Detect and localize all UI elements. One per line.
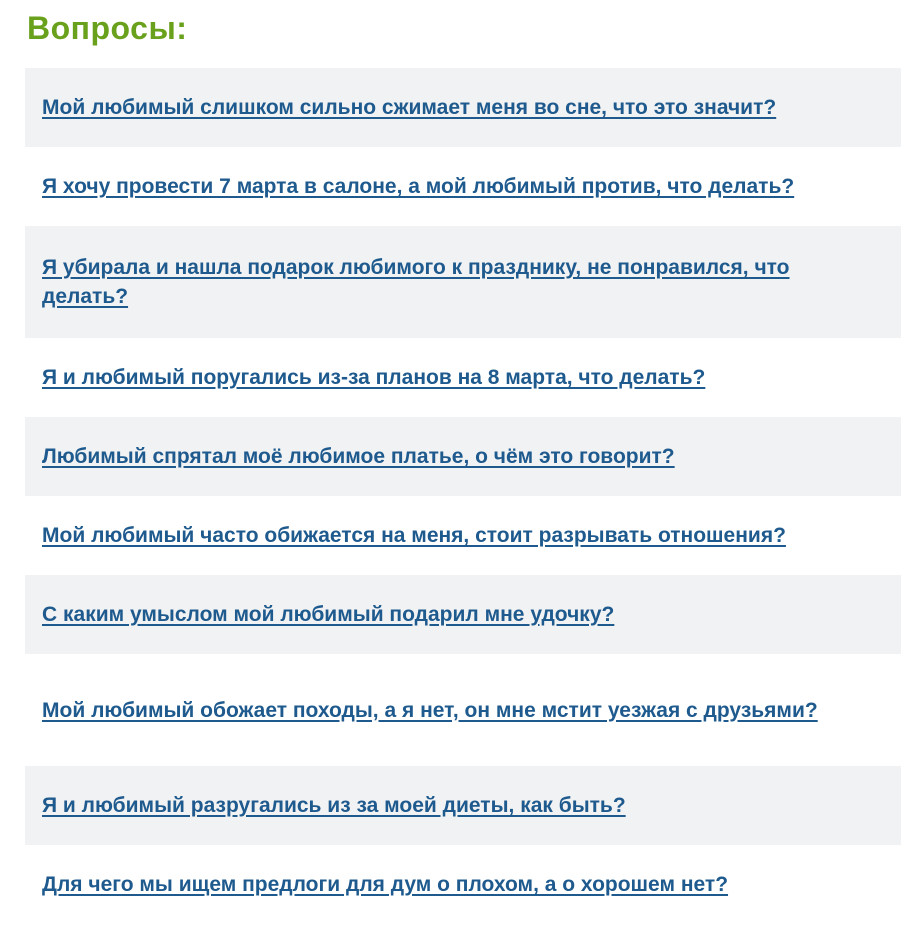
list-item (25, 845, 901, 924)
question-link[interactable]: Я и любимый разругались из за моей диеты, как быть? (42, 794, 626, 817)
list-item (25, 766, 901, 845)
list-item (25, 147, 901, 226)
question-link[interactable]: Для чего мы ищем предлоги для дум о плохом, а о хорошем нет? (42, 873, 729, 896)
page-title: Вопросы: (27, 10, 188, 46)
question-link[interactable]: Мой любимый обожает походы, а я нет, он мне мстит уезжая с друзьями? (42, 698, 818, 722)
question-link[interactable]: С каким умыслом мой любимый подарил мне удочку? (42, 603, 615, 626)
list-item (25, 68, 901, 147)
list-item (25, 417, 901, 496)
list-item (25, 575, 901, 654)
question-link[interactable]: Любимый спрятал моё любимое платье, о чём это говорит? (42, 445, 675, 468)
questions-list (25, 68, 901, 924)
list-item (25, 654, 901, 766)
question-link[interactable]: Я убирала и нашла подарок любимого к празднику, не понравился, что делать? (42, 256, 790, 308)
list-item (25, 338, 901, 417)
question-link[interactable]: Мой любимый слишком сильно сжимает меня во сне, что это значит? (42, 96, 777, 119)
question-link[interactable]: Мой любимый часто обижается на меня, стоит разрывать отношения? (42, 524, 786, 547)
question-link[interactable]: Я и любимый поругались из-за планов на 8 марта, что делать? (42, 366, 706, 389)
list-item (25, 226, 901, 338)
list-item (25, 496, 901, 575)
question-link[interactable]: Я хочу провести 7 марта в салоне, а мой любимый против, что делать? (42, 175, 795, 198)
